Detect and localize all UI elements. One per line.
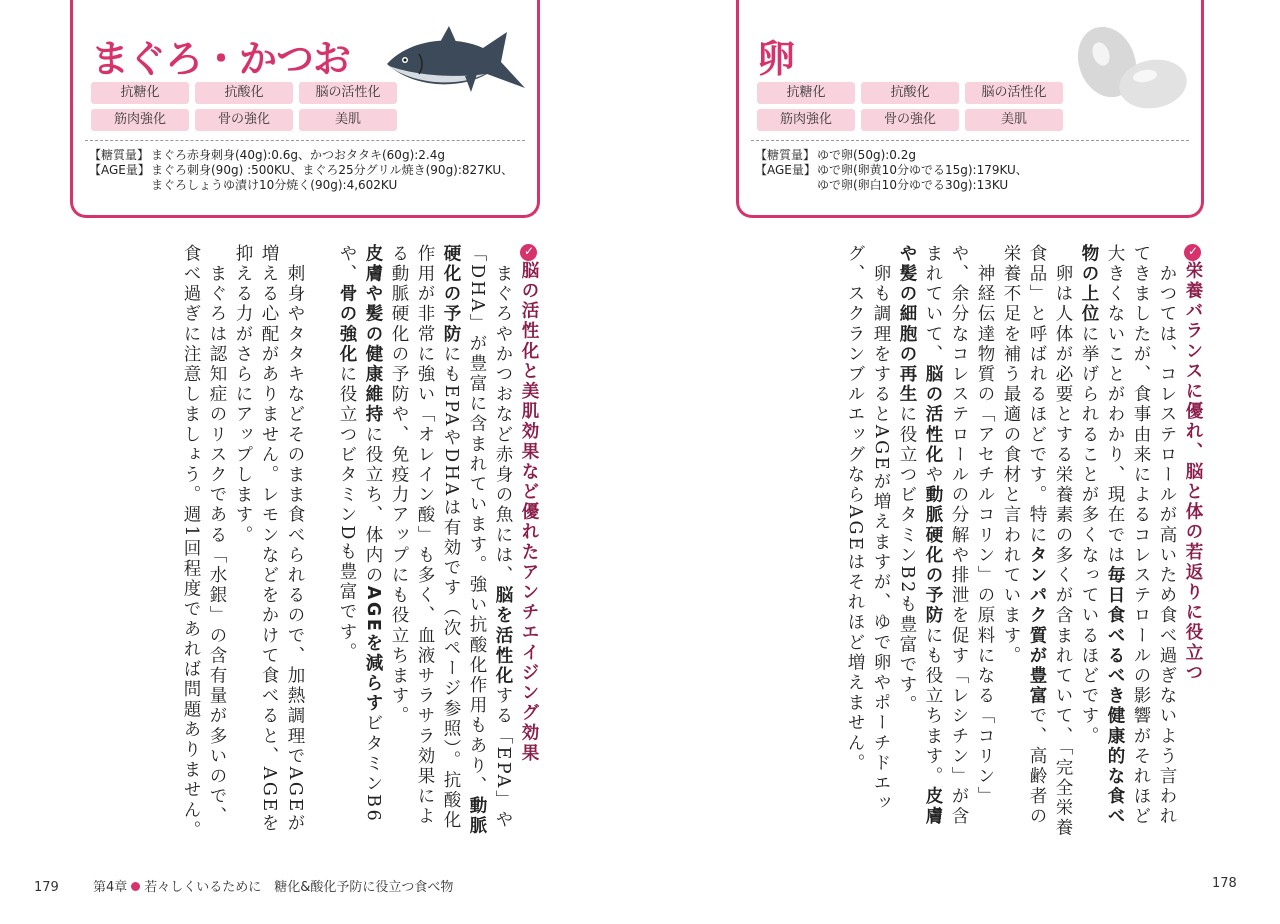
egg-nutrition-info bbox=[755, 148, 1028, 193]
info-text: ゆで卵(50g):0.2g bbox=[817, 148, 916, 162]
divider bbox=[751, 140, 1189, 141]
egg-heading: ✓栄養バランスに優れ、脳と体の若返りに役立つ bbox=[1183, 244, 1203, 684]
check-icon: ✓ bbox=[522, 244, 536, 261]
section-label: 若々しくいるために 糖化&酸化予防に役立つ食べ物 bbox=[144, 880, 454, 895]
info-text: ゆで卵(卵白10分ゆでる30g):13KU bbox=[817, 178, 1009, 192]
paragraph: 神経伝達物質の「アセチルコリン」の原料になる「コリン」や、余分なコレステロールの分解や排泄を促す「レシチン」が含まれていて、脳の活性化や動脈硬化の予防にも役立ちます。皮膚や髪の細胞の再生に役立つビタミンB2も豊富です。 bbox=[897, 244, 995, 827]
bullet-icon bbox=[131, 882, 140, 891]
info-label bbox=[89, 178, 151, 193]
info-label: 【糖質量】 bbox=[89, 148, 150, 162]
info-text: まぐろしょうゆ漬け10分焼く(90g):4,602KU bbox=[151, 178, 398, 192]
tuna-benefit-tags bbox=[91, 82, 397, 131]
info-text: まぐろ刺身(90g) :500KU、まぐろ25分グリル焼き(90g):827KU、 bbox=[151, 163, 514, 177]
tag: 骨の強化 bbox=[195, 109, 293, 131]
tuna-title: まぐろ・かつお bbox=[91, 37, 351, 81]
tag: 抗酸化 bbox=[195, 82, 293, 104]
paragraph: 刺身やタタキなどそのまま食べられるので、加熱調理でAGEが増える心配がありません。レモンなどをかけて食べると、AGEを抑える力がさらにアップします。 bbox=[233, 244, 305, 834]
tag: 美肌 bbox=[965, 109, 1063, 131]
egg-benefit-tags bbox=[757, 82, 1063, 131]
tag: 抗酸化 bbox=[861, 82, 959, 104]
tag: 美肌 bbox=[299, 109, 397, 131]
info-text: まぐろ赤身刺身(40g):0.6g、かつおタタキ(60g):2.4g bbox=[151, 148, 445, 162]
info-label: 【AGE量】 bbox=[755, 163, 816, 177]
tag: 筋肉強化 bbox=[757, 109, 855, 131]
tuna-nutrition-info bbox=[89, 148, 513, 193]
egg-title: 卵 bbox=[757, 37, 795, 81]
eggs-illustration bbox=[1069, 18, 1189, 118]
paragraph: まぐろやかつおなど赤身の魚には、脳を活性化する「EPA」や「DHA」が豊富に含まれています。強い抗酸化作用もあり、動脈硬化の予防にもEPAやDHAは有効です（次ページ参照）。抗酸化作用が非常に強い「オレイン酸」も多く、血液サラサラ効果による動脈硬化の予防や、免疫力アップにも役立ちます。 bbox=[389, 244, 513, 837]
info-label bbox=[755, 178, 817, 193]
paragraph: 皮膚や髪の健康維持に役立ち、体内のAGEを減らすビタミンB6や、骨の強化に役立つビタミンDも豊富です。 bbox=[337, 244, 383, 824]
divider bbox=[85, 140, 525, 141]
tuna-illustration bbox=[379, 18, 529, 108]
tuna-info-box bbox=[70, 0, 540, 218]
footer-left bbox=[34, 876, 453, 895]
paragraph bbox=[308, 244, 334, 844]
page-number-left: 179 bbox=[34, 880, 59, 895]
paragraph: 卵も調理をするとAGEが増えますが、ゆで卵やポーチドエッグ、スクランブルエッグならAGEはそれほど増えません。 bbox=[845, 244, 891, 814]
info-label: 【AGE量】 bbox=[89, 163, 150, 177]
chapter-label: 第4章 bbox=[92, 880, 128, 895]
tuna-heading: ✓脳の活性化と美肌効果など優れたアンチエイジング効果 bbox=[519, 244, 539, 764]
tag: 脳の活性化 bbox=[965, 82, 1063, 104]
paragraph: 卵は人体が必要とする栄養素の多くが含まれていて、「完全栄養食品」と呼ばれるほどです。特にタンパク質が豊富で、高齢者の栄養不足を補う最適の食材と言われています。 bbox=[1001, 244, 1073, 839]
info-label: 【糖質量】 bbox=[755, 148, 816, 162]
egg-body-text bbox=[728, 244, 1206, 844]
paragraph: かつては、コレステロールが高いため食べ過ぎないよう言われてきましたが、食事由来によるコレステロールの影響がそれほど大きくないことがわかり、現在では毎日食べるべき健康的な食べ物の上位に挙げられることが多くなっているほどです。 bbox=[1079, 244, 1177, 827]
info-text: ゆで卵(卵黄10分ゆでる15g):179KU、 bbox=[817, 163, 1028, 177]
tag: 抗糖化 bbox=[91, 82, 189, 104]
tuna-body-text bbox=[64, 244, 542, 844]
tag: 抗糖化 bbox=[757, 82, 855, 104]
page-number-right: 178 bbox=[1212, 876, 1237, 891]
paragraph: まぐろは認知症のリスクである「水銀」の含有量が多いので、食べ過ぎに注意しましょう。週1回程度であれば問題ありません。 bbox=[181, 244, 227, 841]
tag: 筋肉強化 bbox=[91, 109, 189, 131]
tag: 脳の活性化 bbox=[299, 82, 397, 104]
egg-info-box bbox=[736, 0, 1204, 218]
tag: 骨の強化 bbox=[861, 109, 959, 131]
check-icon: ✓ bbox=[1186, 244, 1200, 261]
